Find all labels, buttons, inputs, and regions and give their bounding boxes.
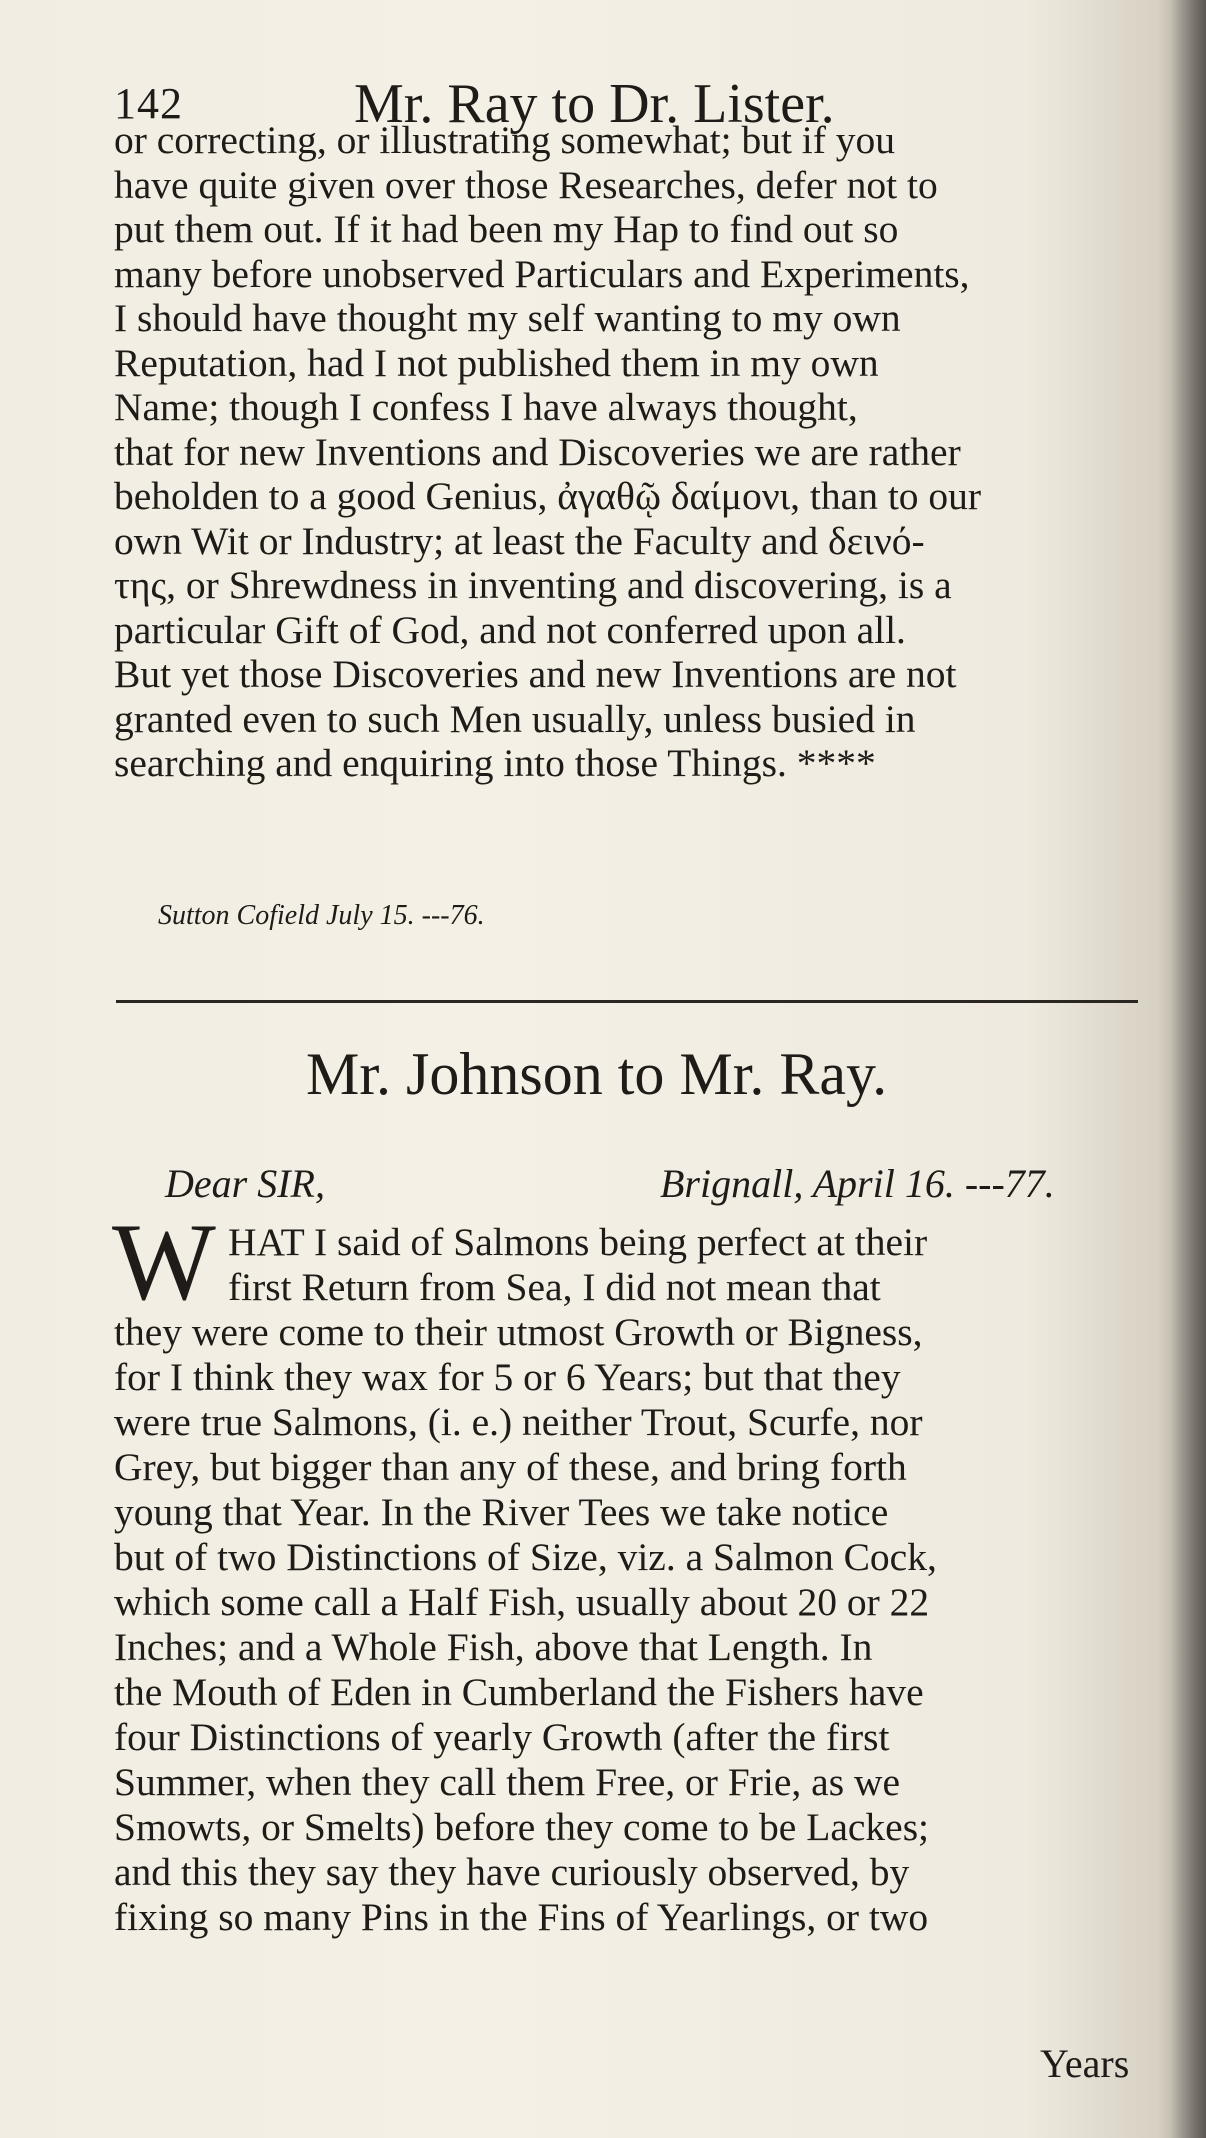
letter-2-opening-line: first Return from Sea, I did not mean that: [228, 1265, 881, 1309]
page-gutter-shadow: [1170, 0, 1206, 2138]
letter-1-text-line: have quite given over those Researches, defer not to: [114, 162, 938, 207]
letter-2-text-line: but of two Distinctions of Size, viz. a Salmon Cock,: [114, 1535, 937, 1579]
letter-2-opening-lines: [228, 1220, 1144, 1310]
letter-2-text-line: were true Salmons, (i. e.) neither Trout, Scurfe, nor: [114, 1400, 923, 1444]
letter-2-place-date: Brignall, April 16. ---77.: [660, 1161, 1055, 1206]
drop-cap: W: [112, 1201, 216, 1323]
letter-1-text-line: put them out. If it had been my Hap to find out so: [114, 207, 899, 251]
letter-1-text-line: granted even to such Men usually, unless busied in: [114, 696, 916, 741]
letter-2-text-line: Grey, but bigger than any of these, and bring forth: [114, 1445, 907, 1489]
letter-2-text-line: which some call a Half Fish, usually about 20 or 22: [114, 1580, 930, 1624]
section-divider: [116, 1000, 1138, 1003]
letter-2-text-line: for I think they wax for 5 or 6 Years; but that they: [114, 1355, 901, 1399]
letter-1-date-line: Sutton Cofield July 15. ---76.: [158, 900, 485, 931]
letter-2-text-line: Smowts, or Smelts) before they come to be Lackes;: [114, 1805, 930, 1849]
letter-1-text-line: or correcting, or illustrating somewhat; but if you: [114, 118, 896, 162]
letter-1-text-line: της, or Shrewdness in inventing and discovering, is a: [114, 563, 952, 607]
letter-1-text-line: particular Gift of God, and not conferred upon all.: [114, 607, 906, 652]
letter-1-text-line: But yet those Discoveries and new Inventions are not: [114, 652, 957, 696]
letter-2-text-line: Inches; and a Whole Fish, above that Length. In: [114, 1625, 873, 1669]
letter-1-text-line: beholden to a good Genius, ἀγαθῷ δαίμονι, than to our: [114, 474, 982, 518]
letter-2-text-line: fixing so many Pins in the Fins of Yearlings, or two: [114, 1895, 929, 1939]
letter-2-title: Mr. Johnson to Mr. Ray.: [306, 1041, 888, 1107]
letter-1-text-line: Name; though I confess I have always thought,: [114, 385, 858, 429]
letter-2-opening-line: HAT I said of Salmons being perfect at their: [228, 1220, 928, 1264]
letter-2-salutation: Dear SIR,: [165, 1161, 325, 1206]
letter-1-text-line: own Wit or Industry; at least the Faculty and δεινό-: [114, 518, 925, 563]
letter-2-text-line: young that Year. In the River Tees we take notice: [114, 1490, 889, 1534]
letter-2-text: [114, 1310, 1144, 1940]
letter-2-text-line: they were come to their utmost Growth or Bigness,: [114, 1310, 923, 1354]
page-number: 142: [114, 79, 183, 128]
letter-2-text-line: Summer, when they call them Free, or Frie, as we: [114, 1760, 901, 1804]
letter-2-text-line: and this they say they have curiously observed, by: [114, 1850, 910, 1894]
letter-1-text-line: I should have thought my self wanting to my own: [114, 296, 901, 340]
letter-1-text-line: searching and enquiring into those Things. ****: [114, 741, 876, 785]
letter-1-text-line: many before unobserved Particulars and Experiments,: [114, 251, 970, 296]
catchword: Years: [1040, 2041, 1130, 2086]
letter-1-text-line: that for new Inventions and Discoveries we are rather: [114, 429, 961, 474]
letter-1-text: [114, 118, 1144, 786]
running-head: Mr. Ray to Dr. Lister.: [354, 73, 835, 135]
letter-2-text-line: four Distinctions of yearly Growth (after the first: [114, 1715, 890, 1759]
letter-1-text-line: Reputation, had I not published them in my own: [114, 340, 879, 385]
letter-2-text-line: the Mouth of Eden in Cumberland the Fishers have: [114, 1670, 924, 1714]
